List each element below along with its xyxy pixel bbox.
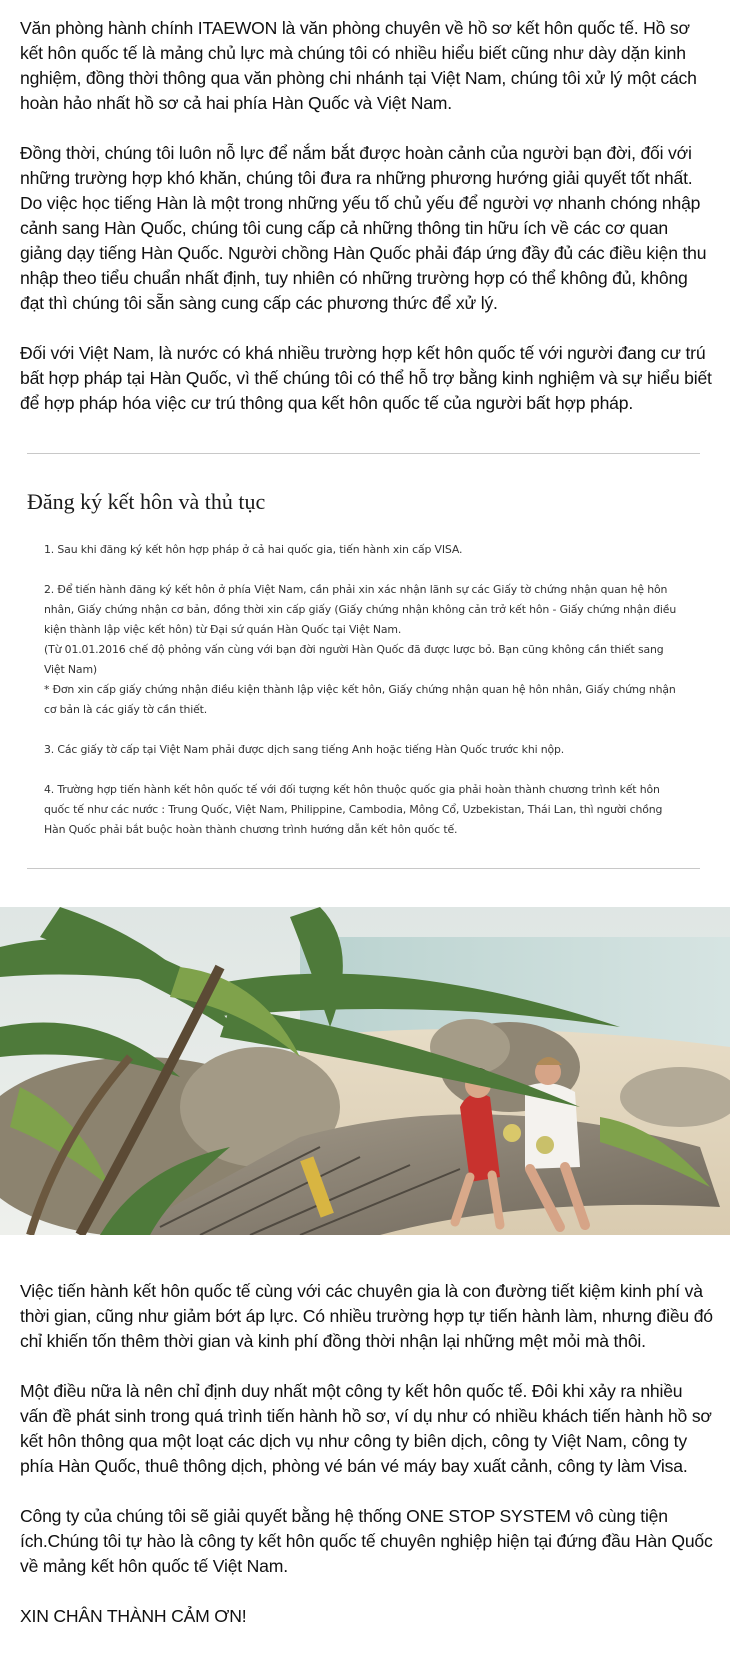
intro-paragraph-1: Văn phòng hành chính ITAEWON là văn phòng chuyên về hồ sơ kết hôn quốc tế. Hồ sơ kết hôn quốc tế là mảng chủ lực mà chúng tôi có nhiều hiểu biết cũng như dày dặn kinh nghiệm, đồng thời thông qua văn phòng chi nhánh tại Việt Nam, chúng tôi xử lý một cách hoàn hảo nhất hồ sơ cả hai phía Hàn Quốc và Việt Nam. bbox=[20, 18, 697, 113]
divider-top bbox=[27, 453, 700, 454]
step-2-note-2: * Đơn xin cấp giấy chứng nhận điều kiện thành lập việc kết hôn, Giấy chứng nhận quan hệ hôn nhân, Giấy chứng nhận cơ bản là các giấy tờ cần thiết. bbox=[44, 683, 676, 716]
intro-paragraph-2: Đồng thời, chúng tôi luôn nỗ lực để nắm bắt được hoàn cảnh của người bạn đời, đối với những trường hợp khó khăn, chúng tôi đưa ra những phương hướng giải quyết tốt nhất. Do việc học tiếng Hàn là một trong những yếu tố chủ yếu để người vợ nhanh chóng nhập cảnh sang Hàn Quốc, chúng tôi cung cấp cả những thông tin hữu ích về các cơ quan giảng dạy tiếng Hàn Quốc. Người chồng Hàn Quốc phải đáp ứng đầy đủ các điều kiện thu nhập theo tiểu chuẩn nhất định, tuy nhiên có những trường hợp có thể không đủ, không đạt thì chúng tôi sẵn sàng cung cấp các phương thức để xử lý. bbox=[20, 143, 707, 313]
outro-paragraph-2: Một điều nữa là nên chỉ định duy nhất một công ty kết hôn quốc tế. Đôi khi xảy ra nhiều vấn đề phát sinh trong quá trình tiến hành hồ sơ, ví dụ như có nhiều khách tiến hành hồ sơ kết hôn thông qua một loạt các dịch vụ như công ty biên dịch, công ty Việt Nam, công ty phía Hàn Quốc, thuê thông dịch, phòng vé bán vé máy bay xuất cảnh, công ty làm Visa. bbox=[20, 1381, 712, 1476]
procedure-steps bbox=[44, 540, 684, 860]
divider-bottom bbox=[27, 868, 700, 869]
step-1: 1. Sau khi đăng ký kết hôn hợp pháp ở cả hai quốc gia, tiến hành xin cấp VISA. bbox=[44, 543, 463, 556]
step-2-text: 2. Để tiến hành đăng ký kết hôn ở phía Việt Nam, cần phải xin xác nhận lãnh sự các Giấy tờ chứng nhận quan hệ hôn nhân, Giấy chứng nhận cơ bản, đồng thời xin cấp giấy (Giấy chứng nhận không cản trở kết hôn - Giấy chứng nhận điều kiện thành lập việc kết hôn) từ Đại sứ quán Hàn Quốc tại Việt Nam. bbox=[44, 583, 677, 636]
step-2-note-1: (Từ 01.01.2016 chế độ phỏng vấn cùng với bạn đời người Hàn Quốc đã được lược bỏ. Bạn cũng không cần thiết sang Việt Nam) bbox=[44, 643, 664, 676]
intro-paragraph-3: Đối với Việt Nam, là nước có khá nhiều trường hợp kết hôn quốc tế với người đang cư trú bất hợp pháp tại Hàn Quốc, vì thế chúng tôi có thể hỗ trợ bằng kinh nghiệm và sự hiểu biết để hợp pháp hóa việc cư trú thông qua kết hôn quốc tế của người bất hợp pháp. bbox=[20, 343, 712, 413]
section-title: Đăng ký kết hôn và thủ tục bbox=[27, 489, 266, 514]
step-2 bbox=[44, 580, 684, 720]
outro-text bbox=[20, 1279, 713, 1654]
beach-couple-photo bbox=[0, 907, 730, 1235]
intro-text bbox=[20, 16, 713, 441]
step-3: 3. Các giấy tờ cấp tại Việt Nam phải được dịch sang tiếng Anh hoặc tiếng Hàn Quốc trước khi nộp. bbox=[44, 743, 565, 756]
outro-paragraph-1: Việc tiến hành kết hôn quốc tế cùng với các chuyên gia là con đường tiết kiệm kinh phí và thời gian, cũng như giảm bớt áp lực. Có nhiều trường hợp tự tiến hành làm, nhưng điều đó chỉ khiến tốn thêm thời gian và kinh phí đồng thời nhận lại những mệt mỏi mà thôi. bbox=[20, 1281, 713, 1351]
step-4: 4. Trường hợp tiến hành kết hôn quốc tế với đối tượng kết hôn thuộc quốc gia phải hoàn thành chương trình kết hôn quốc tế như các nước : Trung Quốc, Việt Nam, Philippine, Cambodia, Mông Cổ, Uzbekistan, Thái Lan, thì người chồng Hàn Quốc phải bắt buộc hoàn thành chương trình hướng dẫn kết hôn quốc tế. bbox=[44, 783, 663, 836]
closing-thanks: XIN CHÂN THÀNH CẢM ƠN! bbox=[20, 1606, 247, 1626]
outro-paragraph-3: Công ty của chúng tôi sẽ giải quyết bằng hệ thống ONE STOP SYSTEM vô cùng tiện ích.Chúng tôi tự hào là công ty kết hôn quốc tế chuyên nghiệp hiện tại đứng đầu Hàn Quốc về mảng kết hôn quốc tế Việt Nam. bbox=[20, 1506, 713, 1576]
